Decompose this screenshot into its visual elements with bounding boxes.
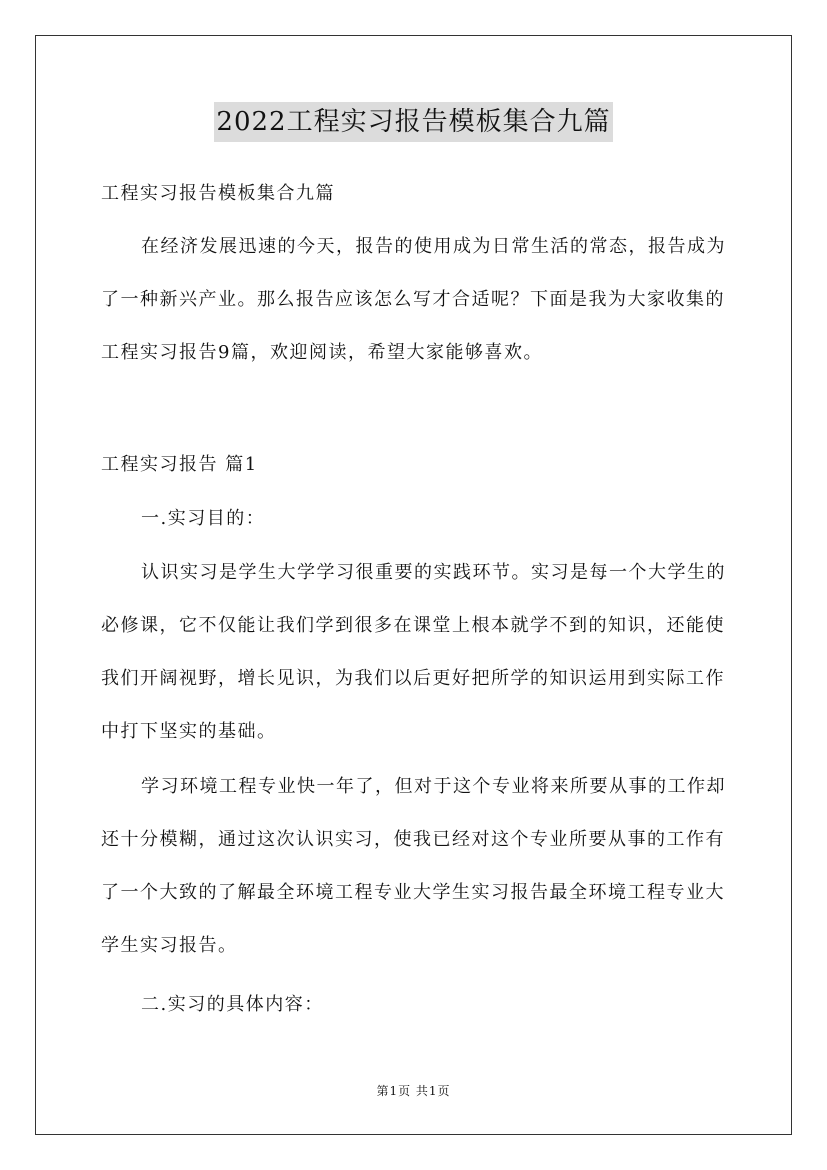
section-heading: 工程实习报告 篇1 bbox=[101, 454, 258, 475]
intro-paragraph: 在经济发展迅速的今天，报告的使用成为日常生活的常态，报告成为了一种新兴产业。那么报告应该怎么写才合适呢？下面是我为大家收集的工程实习报告9篇，欢迎阅读，希望大家能够喜欢。 bbox=[101, 236, 726, 363]
document-subtitle: 工程实习报告模板集合九篇 bbox=[101, 183, 335, 204]
document-title-text: 2022工程实习报告模板集合九篇 bbox=[214, 102, 612, 142]
page-number: 第1页 共1页 bbox=[376, 1084, 451, 1098]
purpose-paragraph: 认识实习是学生大学学习很重要的实践环节。实习是每一个大学生的必修课，它不仅能让我们学到很多在课堂上根本就学不到的知识，还能使我们开阔视野，增长见识，为我们以后更好把所学的知识运用到实际工作中打下坚实的基础。 bbox=[101, 562, 726, 742]
document-title bbox=[0, 100, 827, 142]
major-paragraph: 学习环境工程专业快一年了，但对于这个专业将来所要从事的工作却还十分模糊，通过这次认识实习，使我已经对这个专业所要从事的工作有了一个大致的了解最全环境工程专业大学生实习报告最全环境工程专业大学生实习报告。 bbox=[101, 776, 726, 956]
item1-heading: 一.实习目的： bbox=[141, 508, 266, 529]
item2-heading: 二.实习的具体内容： bbox=[141, 994, 324, 1015]
